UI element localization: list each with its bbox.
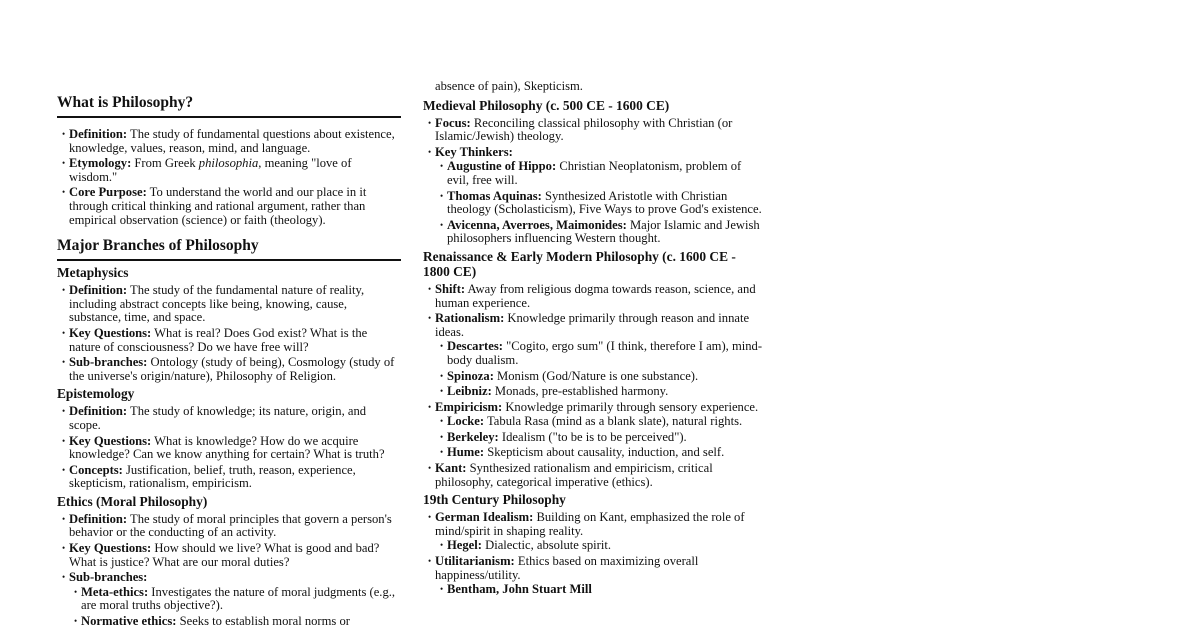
item-text: How should we live? What is good and bad? What is justice? What are our moral duties? [69, 541, 380, 569]
item-label: Normative ethics: [81, 614, 177, 629]
item-text: Ontology (study of being), Cosmology (study of the universe's origin/nature), Philosophy of Religion. [69, 355, 395, 383]
item-text: Monads, pre-established harmony. [491, 384, 669, 399]
item-text: , meaning "love of wisdom." [69, 156, 352, 184]
list-item [447, 539, 763, 553]
list-item [69, 128, 401, 155]
list-item [69, 186, 401, 227]
item-label: Hume: [447, 445, 485, 460]
empiricists-list [435, 415, 763, 460]
item-text: Building on Kant, emphasized the role of mind/spirit in shaping reality. [435, 510, 745, 538]
left-column [57, 92, 401, 637]
ethics-list [57, 513, 401, 629]
item-text: "Cogito, ergo sum" (I think, therefore I am), mind-body dualism. [447, 339, 763, 367]
list-item [69, 284, 401, 325]
heading-what-is-philosophy: What is Philosophy? [57, 92, 401, 118]
item-text: Major Islamic and Jewish philosophers influencing Western thought. [447, 217, 760, 246]
item-text: Tabula Rasa (mind as a blank slate), natural rights. [484, 414, 743, 429]
item-text: Dialectic, absolute spirit. [481, 538, 612, 553]
item-label: Empiricism: [435, 399, 503, 414]
list-item [69, 356, 401, 383]
list-item [435, 117, 763, 144]
heading-epistemology: Epistemology [57, 386, 135, 402]
item-text: Justification, belief, truth, reason, experience, skepticism, rationalism, empiricism. [69, 462, 356, 491]
list-item [447, 583, 763, 597]
list-item [447, 340, 763, 367]
item-text: Away from religious dogma towards reason, science, and human experience. [435, 281, 756, 310]
ethics-sub-list [69, 586, 401, 629]
list-item [81, 615, 401, 629]
item-label: Sub-branches: [69, 355, 148, 370]
item-text: Knowledge primarily through reason and innate ideas. [435, 311, 750, 339]
item-label: Avicenna, Averroes, Maimonides: [447, 217, 627, 232]
item-text: The study of knowledge; its nature, origin, and scope. [69, 404, 367, 432]
continued-text: absence of pain), Skepticism. [435, 79, 583, 93]
item-text: Knowledge primarily through sensory experience. [502, 399, 759, 414]
item-label: Bentham, John Stuart Mill [447, 582, 592, 597]
epistemology-list [57, 405, 401, 491]
list-item [435, 511, 763, 553]
item-label: Focus: [435, 115, 471, 130]
item-label: Key Questions: [69, 541, 152, 556]
list-item [435, 555, 763, 597]
item-label: Etymology: [69, 156, 132, 171]
list-item [447, 160, 763, 187]
item-label: Locke: [447, 414, 485, 429]
right-column [423, 80, 763, 599]
item-label: Concepts: [69, 462, 123, 477]
list-item [435, 401, 763, 460]
item-label: Definition: [69, 127, 128, 141]
item-text: Skepticism about causality, induction, and self. [484, 445, 725, 460]
item-text: Investigates the nature of moral judgments (e.g., are moral truths objective?). [81, 584, 396, 613]
list-item [447, 431, 763, 445]
item-label: Thomas Aquinas: [447, 188, 542, 203]
item-label: Augustine of Hippo: [447, 159, 557, 174]
item-text: Synthesized rationalism and empiricism, critical philosophy, categorical imperative (ethics). [435, 461, 713, 489]
medieval-thinkers-list [435, 160, 763, 246]
section-what-is-philosophy [57, 92, 401, 227]
item-label: Meta-ethics: [81, 584, 149, 599]
list-item [447, 446, 763, 460]
item-label: Descartes: [447, 339, 503, 354]
item-label: Sub-branches: [69, 570, 148, 585]
list-item [69, 405, 401, 432]
item-label: Definition: [69, 404, 128, 419]
nineteenth-list [423, 511, 763, 597]
list-item [69, 157, 401, 184]
list-item [447, 219, 763, 246]
list-item [69, 464, 401, 491]
item-text: Idealism ("to be is to be perceived"). [498, 429, 687, 444]
item-label: Leibniz: [447, 384, 492, 399]
item-text: Christian Neoplatonism, problem of evil, free will. [447, 159, 742, 187]
item-text: Reconciling classical philosophy with Christian (or Islamic/Jewish) theology. [435, 115, 733, 144]
item-text: Monism (God/Nature is one substance). [493, 368, 699, 383]
item-label: Kant: [435, 461, 467, 476]
metaphysics-list [57, 284, 401, 383]
utilitarianism-sub-list [435, 583, 763, 597]
heading-metaphysics: Metaphysics [57, 265, 129, 281]
item-label: Definition: [69, 283, 128, 298]
item-label: Key Questions: [69, 433, 152, 448]
item-text: What is real? Does God exist? What is the nature of consciousness? Do we have free will? [69, 325, 368, 354]
item-label: Definition: [69, 511, 128, 526]
heading-ethics: Ethics (Moral Philosophy) [57, 493, 208, 509]
german-idealism-sub-list [435, 539, 763, 553]
item-text: The study of fundamental questions about existence, knowledge, values, reason, mind, and language. [69, 127, 395, 155]
what-is-list [57, 128, 401, 227]
list-item [69, 542, 401, 569]
section-major-branches [57, 235, 401, 628]
item-label: Berkeley: [447, 429, 499, 444]
list-item [447, 370, 763, 384]
item-label: Hegel: [447, 538, 482, 553]
item-italic-term: philosophia [198, 156, 259, 171]
item-text: Ethics based on maximizing overall happiness/utility. [435, 554, 699, 582]
item-label: Spinoza: [447, 368, 494, 383]
medieval-list [423, 117, 763, 246]
item-text: The study of moral principles that govern a person's behavior or the conducting of an activity. [69, 511, 392, 540]
item-text: The study of the fundamental nature of reality, including abstract concepts like being, knowing, cause, substance, time, and space. [69, 283, 365, 325]
list-item [447, 190, 763, 217]
heading-medieval: Medieval Philosophy (c. 500 CE - 1600 CE) [423, 97, 670, 113]
list-item [81, 586, 401, 613]
item-label: Utilitarianism: [435, 554, 515, 569]
item-text: To understand the world and our place in it through critical thinking and rational argument, rather than empirical observation (science) or faith (theology). [69, 185, 367, 227]
rationalists-list [435, 340, 763, 398]
item-label: Key Questions: [69, 325, 152, 340]
list-item [69, 435, 401, 462]
list-item [69, 513, 401, 540]
list-item [447, 415, 763, 429]
item-label: Key Thinkers: [435, 144, 513, 159]
list-item [69, 571, 401, 628]
item-label: Core Purpose: [69, 185, 147, 200]
item-text: Synthesized Aristotle with Christian theology (Scholasticism), Five Ways to prove God's existence. [447, 188, 762, 217]
list-item [435, 462, 763, 489]
item-label: German Idealism: [435, 510, 534, 525]
item-text: What is knowledge? How do we acquire knowledge? Can we know anything for certain? What is truth? [69, 433, 385, 462]
early-modern-list [423, 283, 763, 489]
heading-major-branches: Major Branches of Philosophy [57, 235, 401, 261]
heading-early-modern: Renaissance & Early Modern Philosophy (c. 1600 CE - 1800 CE) [423, 248, 736, 279]
list-item [435, 146, 763, 246]
item-label: Rationalism: [435, 311, 505, 326]
list-item [69, 327, 401, 354]
heading-19th-century: 19th Century Philosophy [423, 492, 566, 508]
item-text: Seeks to establish moral norms or [176, 614, 350, 629]
list-item [435, 283, 763, 310]
item-label: Shift: [435, 281, 466, 296]
list-item [435, 312, 763, 399]
list-item [447, 385, 763, 399]
item-text: From Greek [131, 156, 199, 171]
